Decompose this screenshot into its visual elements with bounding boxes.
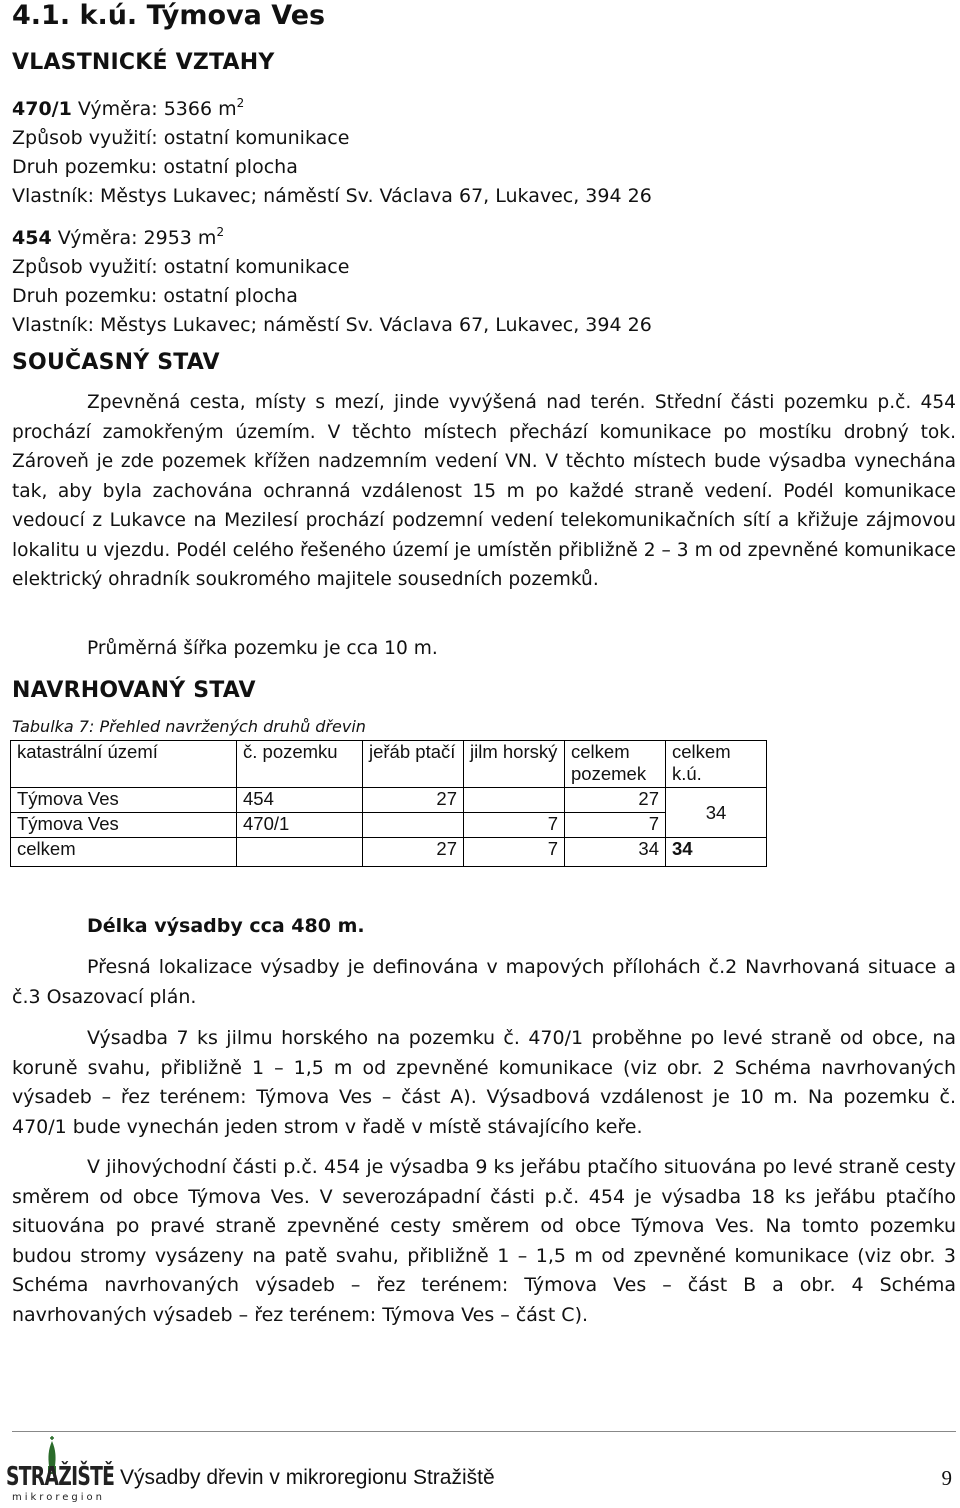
table-cell <box>363 813 464 838</box>
parcel-area: Výměra: 2953 m <box>57 227 217 249</box>
parcel-owner: Vlastník: Městys Lukavec; náměstí Sv. Václava 67, Lukavec, 394 26 <box>12 185 652 207</box>
header-cell: celkem k.ú. <box>666 741 767 788</box>
parcel-use: Způsob využití: ostatní komunikace <box>12 256 350 278</box>
area-unit-exponent: 2 <box>216 225 225 239</box>
parcel-number: 454 <box>12 227 52 249</box>
logo-wordmark: STRAŽIŠTĚ <box>6 1462 115 1492</box>
table-cell <box>237 838 363 867</box>
parcel-area-line <box>12 218 652 253</box>
table-cell-merged-total: 34 <box>666 788 767 838</box>
table-cell: celkem <box>11 838 237 867</box>
table-cell <box>464 788 565 813</box>
table-cell: 7 <box>464 838 565 867</box>
current-state-paragraph <box>12 388 956 595</box>
section-heading-ownership: VLASTNICKÉ VZTAHY <box>12 50 275 75</box>
footer-divider <box>12 1431 956 1432</box>
page-number: 9 <box>941 1466 952 1490</box>
table-caption: Tabulka 7: Přehled navržených druhů dřevin <box>12 717 366 736</box>
table-cell: 34 <box>565 838 666 867</box>
table-cell: 7 <box>565 813 666 838</box>
table-header-row <box>11 741 767 788</box>
section-heading-proposed: NAVRHOVANÝ STAV <box>12 678 256 703</box>
header-cell: celkem pozemek <box>565 741 666 788</box>
proposed-text-1: Přesná lokalizace výsadby je definována v mapových přílohách č.2 Navrhovaná situace a č.3 Osazovací plán. <box>12 956 956 1008</box>
table-cell: 27 <box>363 788 464 813</box>
table-cell: 27 <box>363 838 464 867</box>
table-cell: Týmova Ves <box>11 788 237 813</box>
table-cell: 27 <box>565 788 666 813</box>
table-cell: 454 <box>237 788 363 813</box>
planting-length <box>12 912 956 942</box>
area-unit-exponent: 2 <box>236 96 245 110</box>
parcel-type: Druh pozemku: ostatní plocha <box>12 285 298 307</box>
header-cell: katastrální území <box>11 741 237 788</box>
planting-length-text: Délka výsadby cca 480 m. <box>87 915 365 937</box>
proposed-text-2: Výsadba 7 ks jilmu horského na pozemku č. 470/1 proběhne po levé straně od obce, na koruně svahu, přibližně 1 – 1,5 m od zpevněné komunikace (viz obr. 2 Schéma navrhovaných výsadeb – řez terénem: Týmova Ves – část A). Výsadbová vzdálenost je 10 m. Na pozemku č. 470/1 bude vynechán jeden strom v řadě v místě stávajícího keře. <box>12 1027 956 1138</box>
current-state-text: Zpevněná cesta, místy s mezí, jinde vyvýšená nad terén. Střední části pozemku p.č. 454 prochází zamokřeným územím. V těchto místech přechází komunikace po mostíku drobný tok. Zároveň je zde pozemek křížen nadzemním vedení VN. V těchto místech bude výsadba vynechána tak, aby byla zachována ochranná vzdálenost 15 m po každé straně vedení. Podél komunikace vedoucí z Lukavce na Mezilesí prochází podzemní vedení telekomunikačních sítí a křižuje zájmovou lokalitu u vjezdu. Podél celého řešeného území je umístěn přibližně 2 – 3 m od zpevněné komunikace elektrický ohradník soukromého majitele sousedních pozemků. <box>12 392 956 590</box>
page-title: 4.1. k.ú. Týmova Ves <box>12 0 326 31</box>
table-row <box>11 788 767 813</box>
table-cell: 7 <box>464 813 565 838</box>
species-table <box>10 740 767 867</box>
parcel-area-line <box>12 89 652 124</box>
parcel-type: Druh pozemku: ostatní plocha <box>12 156 298 178</box>
footer-title: Výsadby dřevin v mikroregionu Stražiště <box>120 1466 495 1489</box>
proposed-paragraph-3 <box>12 1153 956 1330</box>
table-row <box>11 813 767 838</box>
proposed-paragraph-2 <box>12 1024 956 1142</box>
section-heading-current: SOUČASNÝ STAV <box>12 350 220 375</box>
proposed-paragraph-1 <box>12 953 956 1012</box>
parcel-record <box>12 218 652 340</box>
parcel-record <box>12 89 652 211</box>
proposed-text-3: V jihovýchodní části p.č. 454 je výsadba 9 ks jeřábu ptačího situována po levé straně cesty směrem od obce Týmova Ves. V severozápadní části p.č. 454 je výsadba 18 ks jeřábu ptačího situována po pravé straně zpevněné cesty směrem od obce Týmova Ves. Na tomto pozemku budou stromy vysázeny na patě svahu, přibližně 1 – 1,5 m od zpevněné komunikace (viz obr. 3 Schéma navrhovaných výsadeb – řez terénem: Týmova Ves – část B a obr. 4 Schéma navrhovaných výsadeb – řez terénem: Týmova Ves – část C). <box>12 1156 956 1326</box>
table-cell: 470/1 <box>237 813 363 838</box>
table-cell: 34 <box>666 838 767 867</box>
average-width-paragraph <box>12 634 956 664</box>
mikroregion-logo <box>4 1436 115 1504</box>
logo-subtitle: mikroregion <box>12 1492 105 1503</box>
parcel-owner: Vlastník: Městys Lukavec; náměstí Sv. Václava 67, Lukavec, 394 26 <box>12 314 652 336</box>
header-cell: č. pozemku <box>237 741 363 788</box>
parcel-area: Výměra: 5366 m <box>77 98 237 120</box>
header-cell: jeřáb ptačí <box>363 741 464 788</box>
header-cell: jilm horský <box>464 741 565 788</box>
average-width-text: Průměrná šířka pozemku je cca 10 m. <box>87 638 438 659</box>
table-cell: Týmova Ves <box>11 813 237 838</box>
parcel-number: 470/1 <box>12 98 72 120</box>
parcel-use: Způsob využití: ostatní komunikace <box>12 127 350 149</box>
table-total-row <box>11 838 767 867</box>
